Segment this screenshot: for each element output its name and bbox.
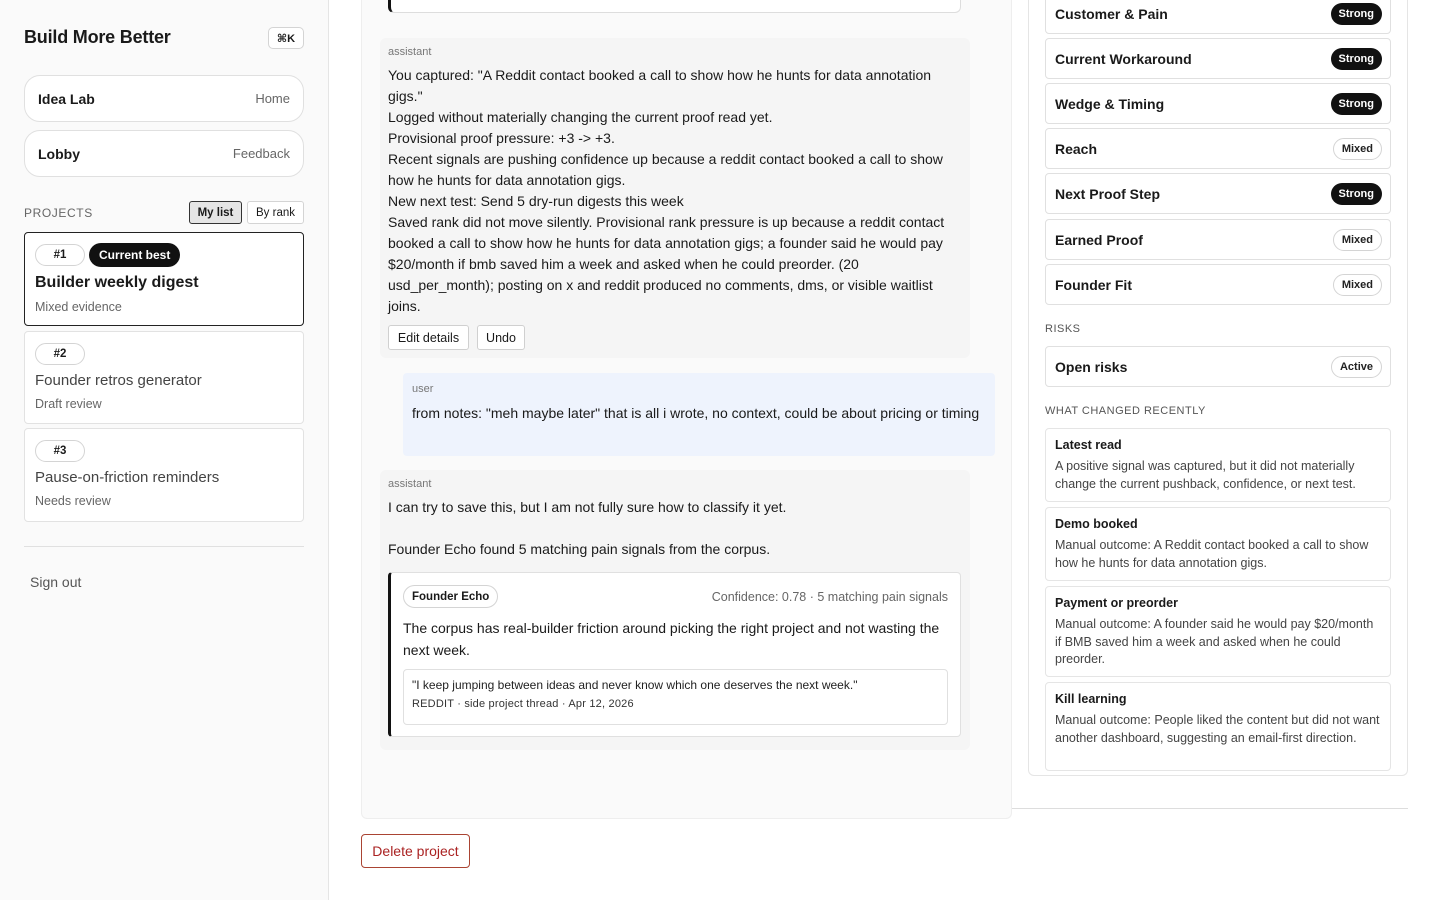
project-status: Mixed evidence xyxy=(35,300,122,314)
risks-row[interactable] xyxy=(1045,346,1391,387)
change-title: Latest read xyxy=(1055,438,1122,452)
level-pill: Strong xyxy=(1331,93,1382,115)
change-title: Payment or preorder xyxy=(1055,596,1178,610)
change-title: Demo booked xyxy=(1055,517,1138,531)
dimension-row[interactable] xyxy=(1045,264,1391,305)
level-pill: Mixed xyxy=(1333,229,1382,251)
echo-confidence: Confidence: 0.78 · 5 matching pain signals xyxy=(711,590,948,604)
change-body: Manual outcome: People liked the content but did not want another dashboard, suggesting an email-first direction. xyxy=(1055,713,1380,745)
project-title: Founder retros generator xyxy=(35,372,202,389)
current-best-badge: Current best xyxy=(89,243,180,267)
command-palette-shortcut[interactable]: ⌘K xyxy=(268,27,304,49)
previous-card-edge xyxy=(388,0,961,13)
project-status: Draft review xyxy=(35,397,102,411)
change-card xyxy=(1045,586,1391,677)
message-line: New next test: Send 5 dry-run digests this week xyxy=(388,193,684,209)
echo-summary: The corpus has real-builder friction around picking the right project and not wasting the next week. xyxy=(403,620,940,658)
change-body: Manual outcome: A Reddit contact booked a call to show how he hunts for data annotation gigs. xyxy=(1055,538,1369,570)
message-line: Provisional proof pressure: +3 -> +3. xyxy=(388,130,615,146)
rank-badge: #2 xyxy=(35,343,85,365)
nav-subtitle: Feedback xyxy=(232,146,290,161)
message-role: user xyxy=(412,383,434,395)
dimension-row[interactable] xyxy=(1045,219,1391,260)
edit-details-button[interactable]: Edit details xyxy=(388,325,469,350)
message-line: Saved rank did not move silently. Provisional rank pressure is up because a reddit contact booked a call to show how he hunts for data annotation gigs; a founder said he would pay $20/month if bmb saved him a week and asked when he could preorder. (20 usd_per_month); posting on x and reddit produced no comments, dms, or visible waitlist joins. xyxy=(388,214,949,314)
nav-lobby[interactable] xyxy=(24,130,304,177)
change-card xyxy=(1045,682,1391,771)
panel-divider xyxy=(1012,808,1408,809)
message-role: assistant xyxy=(388,478,432,490)
dimension-name: Customer & Pain xyxy=(1055,5,1168,22)
dimension-name: Wedge & Timing xyxy=(1055,95,1165,112)
message-line: You captured: "A Reddit contact booked a call to show how he hunts for data annotation gigs." xyxy=(388,67,935,104)
dimension-row[interactable] xyxy=(1045,38,1391,79)
message-line: I can try to save this, but I am not fully sure how to classify it yet. xyxy=(388,499,787,515)
message-line: Founder Echo found 5 matching pain signals from the corpus. xyxy=(388,541,771,557)
change-card xyxy=(1045,507,1391,581)
message-role: assistant xyxy=(388,46,432,58)
dimension-name: Next Proof Step xyxy=(1055,185,1161,202)
sidebar-divider xyxy=(24,546,304,547)
assistant-message-1 xyxy=(388,65,963,317)
echo-quote xyxy=(403,669,948,725)
level-pill: Strong xyxy=(1331,3,1382,25)
risks-label: RISKS xyxy=(1045,323,1081,335)
delete-project-button[interactable]: Delete project xyxy=(361,834,470,868)
project-card-1[interactable] xyxy=(24,232,304,326)
risks-name: Open risks xyxy=(1055,358,1128,375)
dimension-name: Reach xyxy=(1055,140,1098,157)
sign-out-link[interactable]: Sign out xyxy=(30,574,82,590)
project-status: Needs review xyxy=(35,494,111,508)
undo-button[interactable]: Undo xyxy=(477,325,525,350)
level-pill: Strong xyxy=(1331,48,1382,70)
founder-echo-card xyxy=(388,572,961,737)
dimension-row[interactable] xyxy=(1045,128,1391,169)
level-pill: Mixed xyxy=(1333,274,1382,296)
quote-text: "I keep jumping between ideas and never know which one deserves the next week." xyxy=(412,678,858,692)
by-rank-toggle[interactable]: By rank xyxy=(247,201,304,224)
dimension-row[interactable] xyxy=(1045,0,1391,34)
dimension-name: Current Workaround xyxy=(1055,50,1192,67)
message-line: Recent signals are pushing confidence up because a reddit contact booked a call to show how he hunts for data annotation gigs. xyxy=(388,151,947,188)
change-body: A positive signal was captured, but it did not materially change the current pushback, confidence, or next test. xyxy=(1055,459,1356,491)
dimension-row[interactable] xyxy=(1045,173,1391,214)
risk-status-pill: Active xyxy=(1331,356,1382,378)
change-body: Manual outcome: A founder said he would pay $20/month if BMB saved him a week and asked when he could preorder. xyxy=(1055,617,1374,666)
dimension-name: Founder Fit xyxy=(1055,276,1132,293)
quote-source: REDDIT · side project thread · Apr 12, 2026 xyxy=(412,698,634,710)
sidebar xyxy=(0,0,329,900)
my-list-toggle[interactable]: My list xyxy=(189,201,242,224)
nav-title: Lobby xyxy=(38,145,80,162)
changes-label: WHAT CHANGED RECENTLY xyxy=(1045,405,1206,417)
brand-title: Build More Better xyxy=(24,27,171,47)
rank-badge: #3 xyxy=(35,440,85,462)
rank-badge: #1 xyxy=(35,244,85,266)
change-card xyxy=(1045,428,1391,502)
project-card-3[interactable] xyxy=(24,428,304,522)
project-card-2[interactable] xyxy=(24,331,304,424)
projects-label: PROJECTS xyxy=(24,206,93,220)
change-title: Kill learning xyxy=(1055,692,1127,706)
project-title: Builder weekly digest xyxy=(35,274,199,291)
nav-title: Idea Lab xyxy=(38,90,95,107)
level-pill: Strong xyxy=(1331,183,1382,205)
project-title: Pause-on-friction reminders xyxy=(35,469,220,486)
level-pill: Mixed xyxy=(1333,138,1382,160)
founder-echo-badge: Founder Echo xyxy=(403,585,498,608)
nav-subtitle: Home xyxy=(255,91,290,106)
nav-idea-lab[interactable] xyxy=(24,75,304,122)
message-line: Logged without materially changing the current proof read yet. xyxy=(388,109,773,125)
dimension-name: Earned Proof xyxy=(1055,231,1143,248)
assistant-message-2 xyxy=(388,497,963,560)
dimension-row[interactable] xyxy=(1045,83,1391,124)
user-message-text: from notes: "meh maybe later" that is all i wrote, no context, could be about pricing or timing xyxy=(412,405,980,421)
